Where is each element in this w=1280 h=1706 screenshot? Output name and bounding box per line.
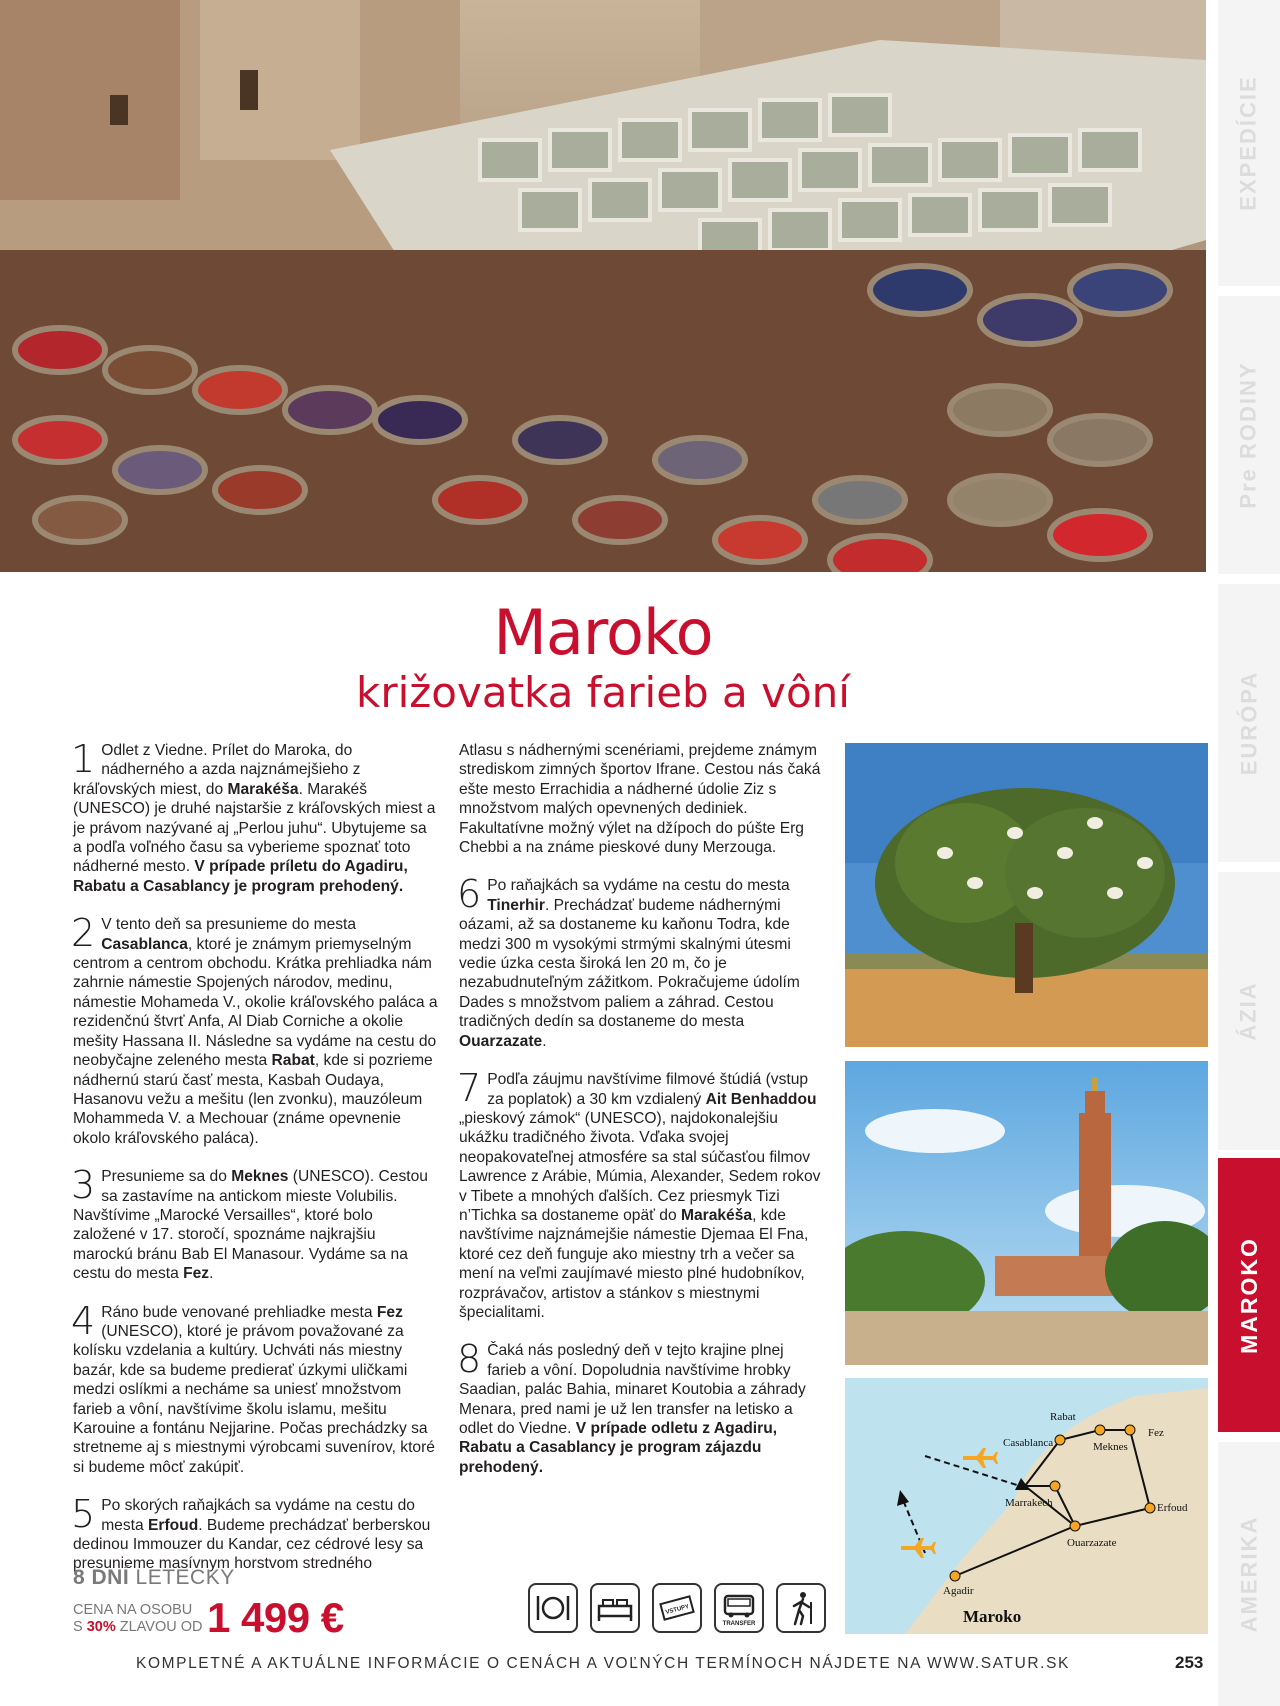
itinerary-column-1 [71, 737, 438, 1593]
map-point-rabat [1055, 1435, 1065, 1445]
day-number: 4 [71, 1298, 96, 1343]
footer-info: KOMPLETNÉ A AKTUÁLNE INFORMÁCIE O CENÁCH A VOĽNÝCH TERMÍNOCH NÁJDETE NA WWW.SATUR.SK [136, 1655, 1070, 1672]
day-text: Podľa záujmu navštívime filmové štúdiá (vstup za poplatok) a 30 km vzdialený Ait Benhaddou „pieskový zámok“ (UNESCO), najdokonalejšiu ukážku tradičného života. Vďaka svojej neopakovateľnej atmosfére sa stal súčasťou filmov Lawrence z Arábie, Múmia, Alexander, Sedem rokov v Tibete a mnohých ďalších. Cez priesmyk Tizi n’Tichka sa dostaneme opäť do Marakéša, kde navštívime najznámejšie námestie Djemaa El Fna, ktoré cez deň funguje ako miestny trh a večer sa mení na veľmi zaujímavé miesto plné hudobníkov, rozprávačov, artistov a stánkov s miestnymi špecialitami. [459, 1071, 821, 1321]
price-amount: 1 499 € [207, 1594, 344, 1641]
map-point-agadir [950, 1571, 960, 1581]
photo-goats-in-tree [845, 743, 1208, 1047]
map-label-rabat: Rabat [1050, 1411, 1076, 1423]
hero-photo-tannery [0, 0, 1206, 572]
map-point-ouarzazate [1070, 1521, 1080, 1531]
day-number: 5 [71, 1492, 96, 1537]
day-item [71, 737, 438, 896]
day-item [71, 1492, 438, 1574]
day-text: Odlet z Viedne. Prílet do Maroka, do nádherného a azda najznámejšieho z kráľovských miest, do Marakéša. Marakéš (UNESCO) je druhé najstaršie z kráľovských miest a je právom nazývané aj „Perlou juhu“. Ubytujeme sa a podľa voľného času sa vyberieme spoznať toto nádherné mesto. V prípade príletu do Agadiru, Rabatu a Casablancy je program prehodený. [73, 742, 436, 895]
photo-koutoubia-minaret [845, 1061, 1208, 1365]
ticket-icon-text: VSTUPY [665, 1603, 690, 1616]
map-point-meknes [1095, 1425, 1105, 1435]
transfer-icon-text: TRANSFER [722, 1621, 756, 1627]
day-text: Čaká nás posledný deň v tejto krajine plnej farieb a vôní. Dopoludnia navštívime hrobky Saadian, palác Bahia, minaret Koutobia a záhrady Menara, pred nami je už len transfer na letisko a odlet do Viedne. V prípade odletu z Agadiru, Rabatu a Casablancy je program zájazdu prehodený. [459, 1342, 806, 1476]
price-label: CENA NA OSOBU S 30% ZLAVOU OD [73, 1602, 203, 1635]
day-text: V tento deň sa presunieme do mesta Casablanca, ktoré je známym priemyselným centrom a centrom obchodu. Krátka prehliadka nám zahrnie námestie Spojených národov, medinu, námestie Mohameda V., okolie kráľovského paláca a rezidenčnú štvrť Anfa, Al Diab Corniche a okolie mešity Hassana II. Následne sa vydáme na cestu do neobyčajne zeleného mesta Rabat, kde si pozrieme nádhernú starú časť mesta, Kasbah Oudaya, Hasanovu vežu a mešitu (len zvonku), mauzóleum Mohammeda V. a Mechouar (známe opevnenie okolo kráľovského paláca). [73, 916, 438, 1147]
day-5-continuation: Atlasu s nádhernými scenériami, prejdeme známym strediskom zimných športov Ifrane. Cestou nás čaká ešte mesto Errachidia a nádherné údolie Ziz s množstvom malých opevnených dediniek. Fakultatívne možný výlet na džípoch do púšte Erg Chebbi a na známe pieskové duny Merzouga. [459, 742, 821, 857]
route-map [845, 1378, 1208, 1634]
day-text: Presunieme sa do Meknes (UNESCO). Cestou sa zastavíme na antickom mieste Volubilis. Navštívime „Marocké Versailles“, ktoré bolo založené v 17. storočí, spoznáme najkrajšiu marockú bránu Bab El Manasour. Vydáme sa na cestu do mesta Fez. [73, 1168, 428, 1283]
tab-pre-rodiny[interactable]: Pre RODINY [1218, 296, 1280, 574]
map-label-marrakech: Marrakech [1005, 1497, 1053, 1509]
day-text: Po skorých raňajkách sa vydáme na cestu do mesta Erfoud. Budeme prechádzať berberskou dedinou Immouzer du Kandar, cez cédrové lesy sa presunieme masívnym horstvom stredného [73, 1497, 431, 1573]
page-number: 253 [1175, 1653, 1204, 1672]
map-point-fez [1125, 1425, 1135, 1435]
page-title: Maroko [493, 596, 713, 669]
included-services-icons [528, 1583, 826, 1633]
day-number: 1 [71, 737, 96, 781]
map-label-agadir: Agadir [943, 1585, 974, 1597]
day-text: Po raňajkách sa vydáme na cestu do mesta Tinerhir. Prechádzať budeme nádhernými oázami, až sa dostaneme ku kaňonu Todra, kde medzi 300 m vysokými strmými skalnými útesmi vedie úzka cesta široká len 20 m, čo je nezabudnuteľným zážitkom. Pokračujeme údolím Dades s množstvom paliem a záhrad. Cestou tradičných dedín sa dostaneme do mesta Ouarzazate. [459, 877, 800, 1050]
page-subtitle: križovatka farieb a vôní [356, 668, 850, 717]
map-label-casablanca: Casablanca [1003, 1437, 1054, 1449]
hiking-icon [776, 1583, 826, 1633]
day-item [457, 1066, 824, 1322]
day-number: 6 [457, 872, 482, 917]
map-label-meknes: Meknes [1093, 1441, 1128, 1453]
day-item [71, 1298, 438, 1478]
tab-amerika[interactable]: AMERIKA [1218, 1442, 1280, 1706]
itinerary-column-2 [459, 741, 824, 1496]
day-number: 8 [457, 1337, 482, 1382]
tab-azia[interactable]: ÁZIA [1218, 872, 1280, 1150]
map-label-ouarzazate: Ouarzazate [1067, 1537, 1117, 1549]
tab-maroko[interactable]: MAROKO [1218, 1158, 1280, 1432]
tab-europa[interactable]: EURÓPA [1218, 584, 1280, 862]
ticket-icon [652, 1583, 702, 1633]
tab-expedicie[interactable]: EXPEDÍCIE [1218, 0, 1280, 286]
day-text: Ráno bude venované prehliadke mesta Fez (UNESCO), ktoré je právom považované za kolísku vzdelania a kultúry. Uchváti nás miestny bazár, kde sa budeme predierať úzkymi uličkami medzi oslíkmi a necháme sa uniesť množstvom farieb a vôní, navštívime školu islamu, mešitu Karouine a fontánu Nejjarine. Počas prechádzky sa stretneme aj s miestnymi výrobcami suvenírov, ktoré si budeme môcť zakúpiť. [73, 1303, 435, 1476]
meal-icon [528, 1583, 578, 1633]
map-country-label: Maroko [963, 1607, 1022, 1626]
bed-icon [590, 1583, 640, 1633]
day-item [457, 872, 824, 1051]
map-point-erfoud [1145, 1503, 1155, 1513]
trip-duration: 8 DNÍ LETECKY [73, 1566, 235, 1589]
day-item [71, 911, 438, 1148]
map-point-marrakech [1050, 1481, 1060, 1491]
day-number: 7 [457, 1066, 482, 1111]
map-label-erfoud: Erfoud [1157, 1502, 1188, 1514]
day-number: 3 [71, 1163, 96, 1208]
day-item [71, 1163, 438, 1283]
day-number: 2 [71, 911, 96, 956]
day-item [457, 1337, 824, 1477]
transfer-bus-icon [714, 1583, 764, 1633]
section-tabs [1218, 0, 1280, 1706]
map-label-fez: Fez [1148, 1427, 1164, 1439]
